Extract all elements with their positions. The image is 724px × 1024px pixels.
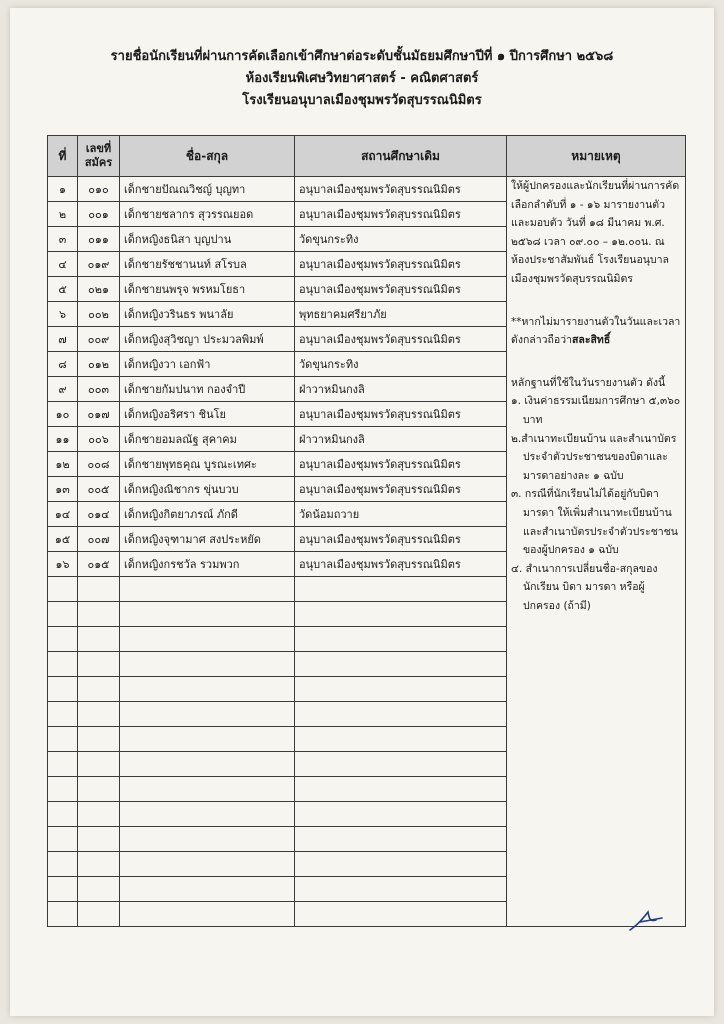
applicant-number xyxy=(78,777,120,802)
student-name: เด็กชายนพรุจ พรหมโยธา xyxy=(120,277,295,302)
previous-school xyxy=(295,802,507,827)
applicant-number: ๐๐๖ xyxy=(78,427,120,452)
row-number: ๑๒ xyxy=(48,452,78,477)
row-number: ๑๖ xyxy=(48,552,78,577)
applicant-number xyxy=(78,827,120,852)
previous-school: อนุบาลเมืองชุมพรวัดสุบรรณนิมิตร xyxy=(295,527,507,552)
previous-school xyxy=(295,752,507,777)
applicant-number xyxy=(78,802,120,827)
row-number xyxy=(48,777,78,802)
row-number: ๕ xyxy=(48,277,78,302)
applicant-number: ๐๐๗ xyxy=(78,527,120,552)
row-number xyxy=(48,702,78,727)
applicant-number: ๐๒๑ xyxy=(78,277,120,302)
row-number xyxy=(48,677,78,702)
student-name: เด็กชายชลากร สุวรรณยอด xyxy=(120,202,295,227)
header-applicant-line-2: สมัคร xyxy=(84,156,113,169)
previous-school xyxy=(295,777,507,802)
student-name: เด็กหญิงกรชวัล รวมพวก xyxy=(120,552,295,577)
title-line-3: โรงเรียนอนุบาลเมืองชุมพรวัดสุบรรณนิมิตร xyxy=(242,93,482,108)
student-name: เด็กหญิงณิชากร ขุ่นบวบ xyxy=(120,477,295,502)
applicant-number: ๐๑๙ xyxy=(78,252,120,277)
applicant-number: ๐๑๕ xyxy=(78,552,120,577)
applicant-number: ๐๑๑ xyxy=(78,227,120,252)
header-school: สถานศึกษาเดิม xyxy=(295,136,507,177)
row-number: ๓ xyxy=(48,227,78,252)
previous-school xyxy=(295,877,507,902)
row-number xyxy=(48,577,78,602)
row-number: ๔ xyxy=(48,252,78,277)
student-name xyxy=(120,852,295,877)
student-name: เด็กชายปัณณวิชญ์ บุญทา xyxy=(120,177,295,202)
student-name xyxy=(120,777,295,802)
previous-school xyxy=(295,627,507,652)
previous-school xyxy=(295,577,507,602)
student-name: เด็กหญิงสุวิชญา ประมวลพิมพ์ xyxy=(120,327,295,352)
document-header xyxy=(0,46,724,112)
student-name xyxy=(120,627,295,652)
student-name xyxy=(120,902,295,927)
forfeit-warning-text: **หากไม่มารายงานตัวในวันและเวลาดังกล่าวถือว่า xyxy=(511,315,681,347)
header-applicant-line-1: เลขที่ xyxy=(85,142,112,155)
previous-school xyxy=(295,702,507,727)
header-remarks: หมายเหตุ xyxy=(507,136,686,177)
row-number: ๙ xyxy=(48,377,78,402)
table-row xyxy=(48,177,686,202)
applicant-number: ๐๐๙ xyxy=(78,327,120,352)
applicant-number xyxy=(78,577,120,602)
student-name: เด็กชายอมลณัฐ สุคาคม xyxy=(120,427,295,452)
remarks-documents-heading: หลักฐานที่ใช้ในวันรายงานตัว ดังนี้ xyxy=(511,376,666,389)
remarks-report-instructions: ให้ผู้ปกครองและนักเรียนที่ผ่านการคัดเลือกลำดับที่ ๑ - ๑๖ มารายงานตัวและมอบตัว วันที่ ๑๘ มีนาคม พ.ศ. ๒๕๖๘ เวลา ๐๙.๐๐ – ๑๒.๐๐น. ณ ห้องประชาสัมพันธ์ โรงเรียนอนุบาลเมืองชุมพรวัดสุบรรณนิมิตร xyxy=(511,180,680,285)
document-list-item: ๑. เงินค่าธรรมเนียมการศึกษา ๕,๓๖๐ บาท xyxy=(511,395,681,426)
row-number xyxy=(48,827,78,852)
applicant-number xyxy=(78,727,120,752)
student-name: เด็กชายรัชชานนท์ สโรบล xyxy=(120,252,295,277)
remarks-cell xyxy=(507,177,686,927)
applicant-number: ๐๐๒ xyxy=(78,302,120,327)
previous-school: อนุบาลเมืองชุมพรวัดสุบรรณนิมิตร xyxy=(295,552,507,577)
previous-school: อนุบาลเมืองชุมพรวัดสุบรรณนิมิตร xyxy=(295,327,507,352)
table-header-row xyxy=(48,136,686,177)
applicant-number xyxy=(78,677,120,702)
student-name: เด็กหญิงอริศรา ชินโย xyxy=(120,402,295,427)
document-list-item: ๓. กรณีที่นักเรียนไม่ได้อยู่กับบิดามารดา ให้เพิ่มสำเนาทะเบียนบ้านและสำเนาบัตรประจำตัวประชาชนของผู้ปกครอง ๑ ฉบับ xyxy=(511,488,678,557)
previous-school: ฝ่าวาหมินกงลิ xyxy=(295,377,507,402)
previous-school: วัดขุนกระทิง xyxy=(295,352,507,377)
previous-school: อนุบาลเมืองชุมพรวัดสุบรรณนิมิตร xyxy=(295,202,507,227)
row-number: ๑ xyxy=(48,177,78,202)
row-number xyxy=(48,902,78,927)
previous-school xyxy=(295,902,507,927)
row-number xyxy=(48,652,78,677)
row-number: ๖ xyxy=(48,302,78,327)
row-number xyxy=(48,852,78,877)
row-number: ๒ xyxy=(48,202,78,227)
student-name xyxy=(120,727,295,752)
student-name xyxy=(120,752,295,777)
applicant-number: ๐๐๓ xyxy=(78,377,120,402)
previous-school: อนุบาลเมืองชุมพรวัดสุบรรณนิมิตร xyxy=(295,477,507,502)
applicant-number xyxy=(78,752,120,777)
previous-school: อนุบาลเมืองชุมพรวัดสุบรรณนิมิตร xyxy=(295,177,507,202)
student-name xyxy=(120,652,295,677)
previous-school: ฝ่าวาหมินกงลิ xyxy=(295,427,507,452)
row-number: ๗ xyxy=(48,327,78,352)
row-number: ๑๐ xyxy=(48,402,78,427)
document-list-item: ๒.สำเนาทะเบียนบ้าน และสำเนาบัตรประจำตัวประชาชนของบิดาและมารดาอย่างละ ๑ ฉบับ xyxy=(511,432,677,482)
previous-school xyxy=(295,677,507,702)
student-name xyxy=(120,827,295,852)
applicant-number xyxy=(78,627,120,652)
row-number xyxy=(48,727,78,752)
remarks-forfeit-warning xyxy=(511,313,681,350)
applicant-number: ๐๑๒ xyxy=(78,352,120,377)
previous-school xyxy=(295,602,507,627)
previous-school: พุทธยาคมศรียาภัย xyxy=(295,302,507,327)
student-name: เด็กชายกัมปนาท กองจำปี xyxy=(120,377,295,402)
header-no: ที่ xyxy=(48,136,78,177)
applicant-number xyxy=(78,852,120,877)
remarks-content xyxy=(511,177,681,615)
previous-school: อนุบาลเมืองชุมพรวัดสุบรรณนิมิตร xyxy=(295,452,507,477)
applicant-number: ๐๑๔ xyxy=(78,502,120,527)
previous-school: วัดขุนกระทิง xyxy=(295,227,507,252)
row-number xyxy=(48,627,78,652)
student-name xyxy=(120,702,295,727)
row-number: ๑๓ xyxy=(48,477,78,502)
signature-mark xyxy=(626,904,666,934)
title-line-1: รายชื่อนักเรียนที่ผ่านการคัดเลือกเข้าศึกษาต่อระดับชั้นมัธยมศึกษาปีที่ ๑ ปีการศึกษา ๒๕๖๘ xyxy=(110,49,614,64)
applicant-number: ๐๐๕ xyxy=(78,477,120,502)
student-name xyxy=(120,602,295,627)
previous-school xyxy=(295,652,507,677)
row-number: ๑๕ xyxy=(48,527,78,552)
applicant-number xyxy=(78,652,120,677)
applicant-number xyxy=(78,602,120,627)
student-name: เด็กหญิงวา เอกฟ้า xyxy=(120,352,295,377)
student-name: เด็กหญิงวรินธร พนาลัย xyxy=(120,302,295,327)
previous-school: อนุบาลเมืองชุมพรวัดสุบรรณนิมิตร xyxy=(295,277,507,302)
row-number xyxy=(48,802,78,827)
header-name: ชื่อ-สกุล xyxy=(120,136,295,177)
previous-school: อนุบาลเมืองชุมพรวัดสุบรรณนิมิตร xyxy=(295,402,507,427)
student-name: เด็กหญิงธนิสา บุญปาน xyxy=(120,227,295,252)
applicant-number xyxy=(78,902,120,927)
student-name: เด็กหญิงกิตยาภรณ์ ภักดี xyxy=(120,502,295,527)
row-number xyxy=(48,877,78,902)
row-number: ๑๔ xyxy=(48,502,78,527)
previous-school: อนุบาลเมืองชุมพรวัดสุบรรณนิมิตร xyxy=(295,252,507,277)
row-number: ๘ xyxy=(48,352,78,377)
previous-school: วัดน้อมถวาย xyxy=(295,502,507,527)
applicant-number: ๐๑๗ xyxy=(78,402,120,427)
applicant-number xyxy=(78,877,120,902)
document-list-item: ๔. สำเนาการเปลี่ยนชื่อ-สกุลของนักเรียน บิดา มารดา หรือผู้ปกครอง (ถ้ามี) xyxy=(511,562,658,612)
applicant-number: ๐๐๘ xyxy=(78,452,120,477)
title-line-2: ห้องเรียนพิเศษวิทยาศาสตร์ - คณิตศาสตร์ xyxy=(245,71,479,86)
previous-school xyxy=(295,852,507,877)
previous-school xyxy=(295,727,507,752)
student-name: เด็กชายพุทธคุณ บูรณะเทศะ xyxy=(120,452,295,477)
row-number xyxy=(48,602,78,627)
student-name xyxy=(120,877,295,902)
student-name xyxy=(120,577,295,602)
forfeit-emphasis: สละสิทธิ์ xyxy=(572,334,611,347)
row-number: ๑๑ xyxy=(48,427,78,452)
row-number xyxy=(48,752,78,777)
applicant-number xyxy=(78,702,120,727)
applicant-number: ๐๐๑ xyxy=(78,202,120,227)
previous-school xyxy=(295,827,507,852)
student-name: เด็กหญิงจุฑามาศ สงประหยัด xyxy=(120,527,295,552)
student-list-table xyxy=(47,135,686,927)
student-name xyxy=(120,677,295,702)
student-name xyxy=(120,802,295,827)
applicant-number: ๐๑๐ xyxy=(78,177,120,202)
header-applicant-no xyxy=(78,136,120,177)
